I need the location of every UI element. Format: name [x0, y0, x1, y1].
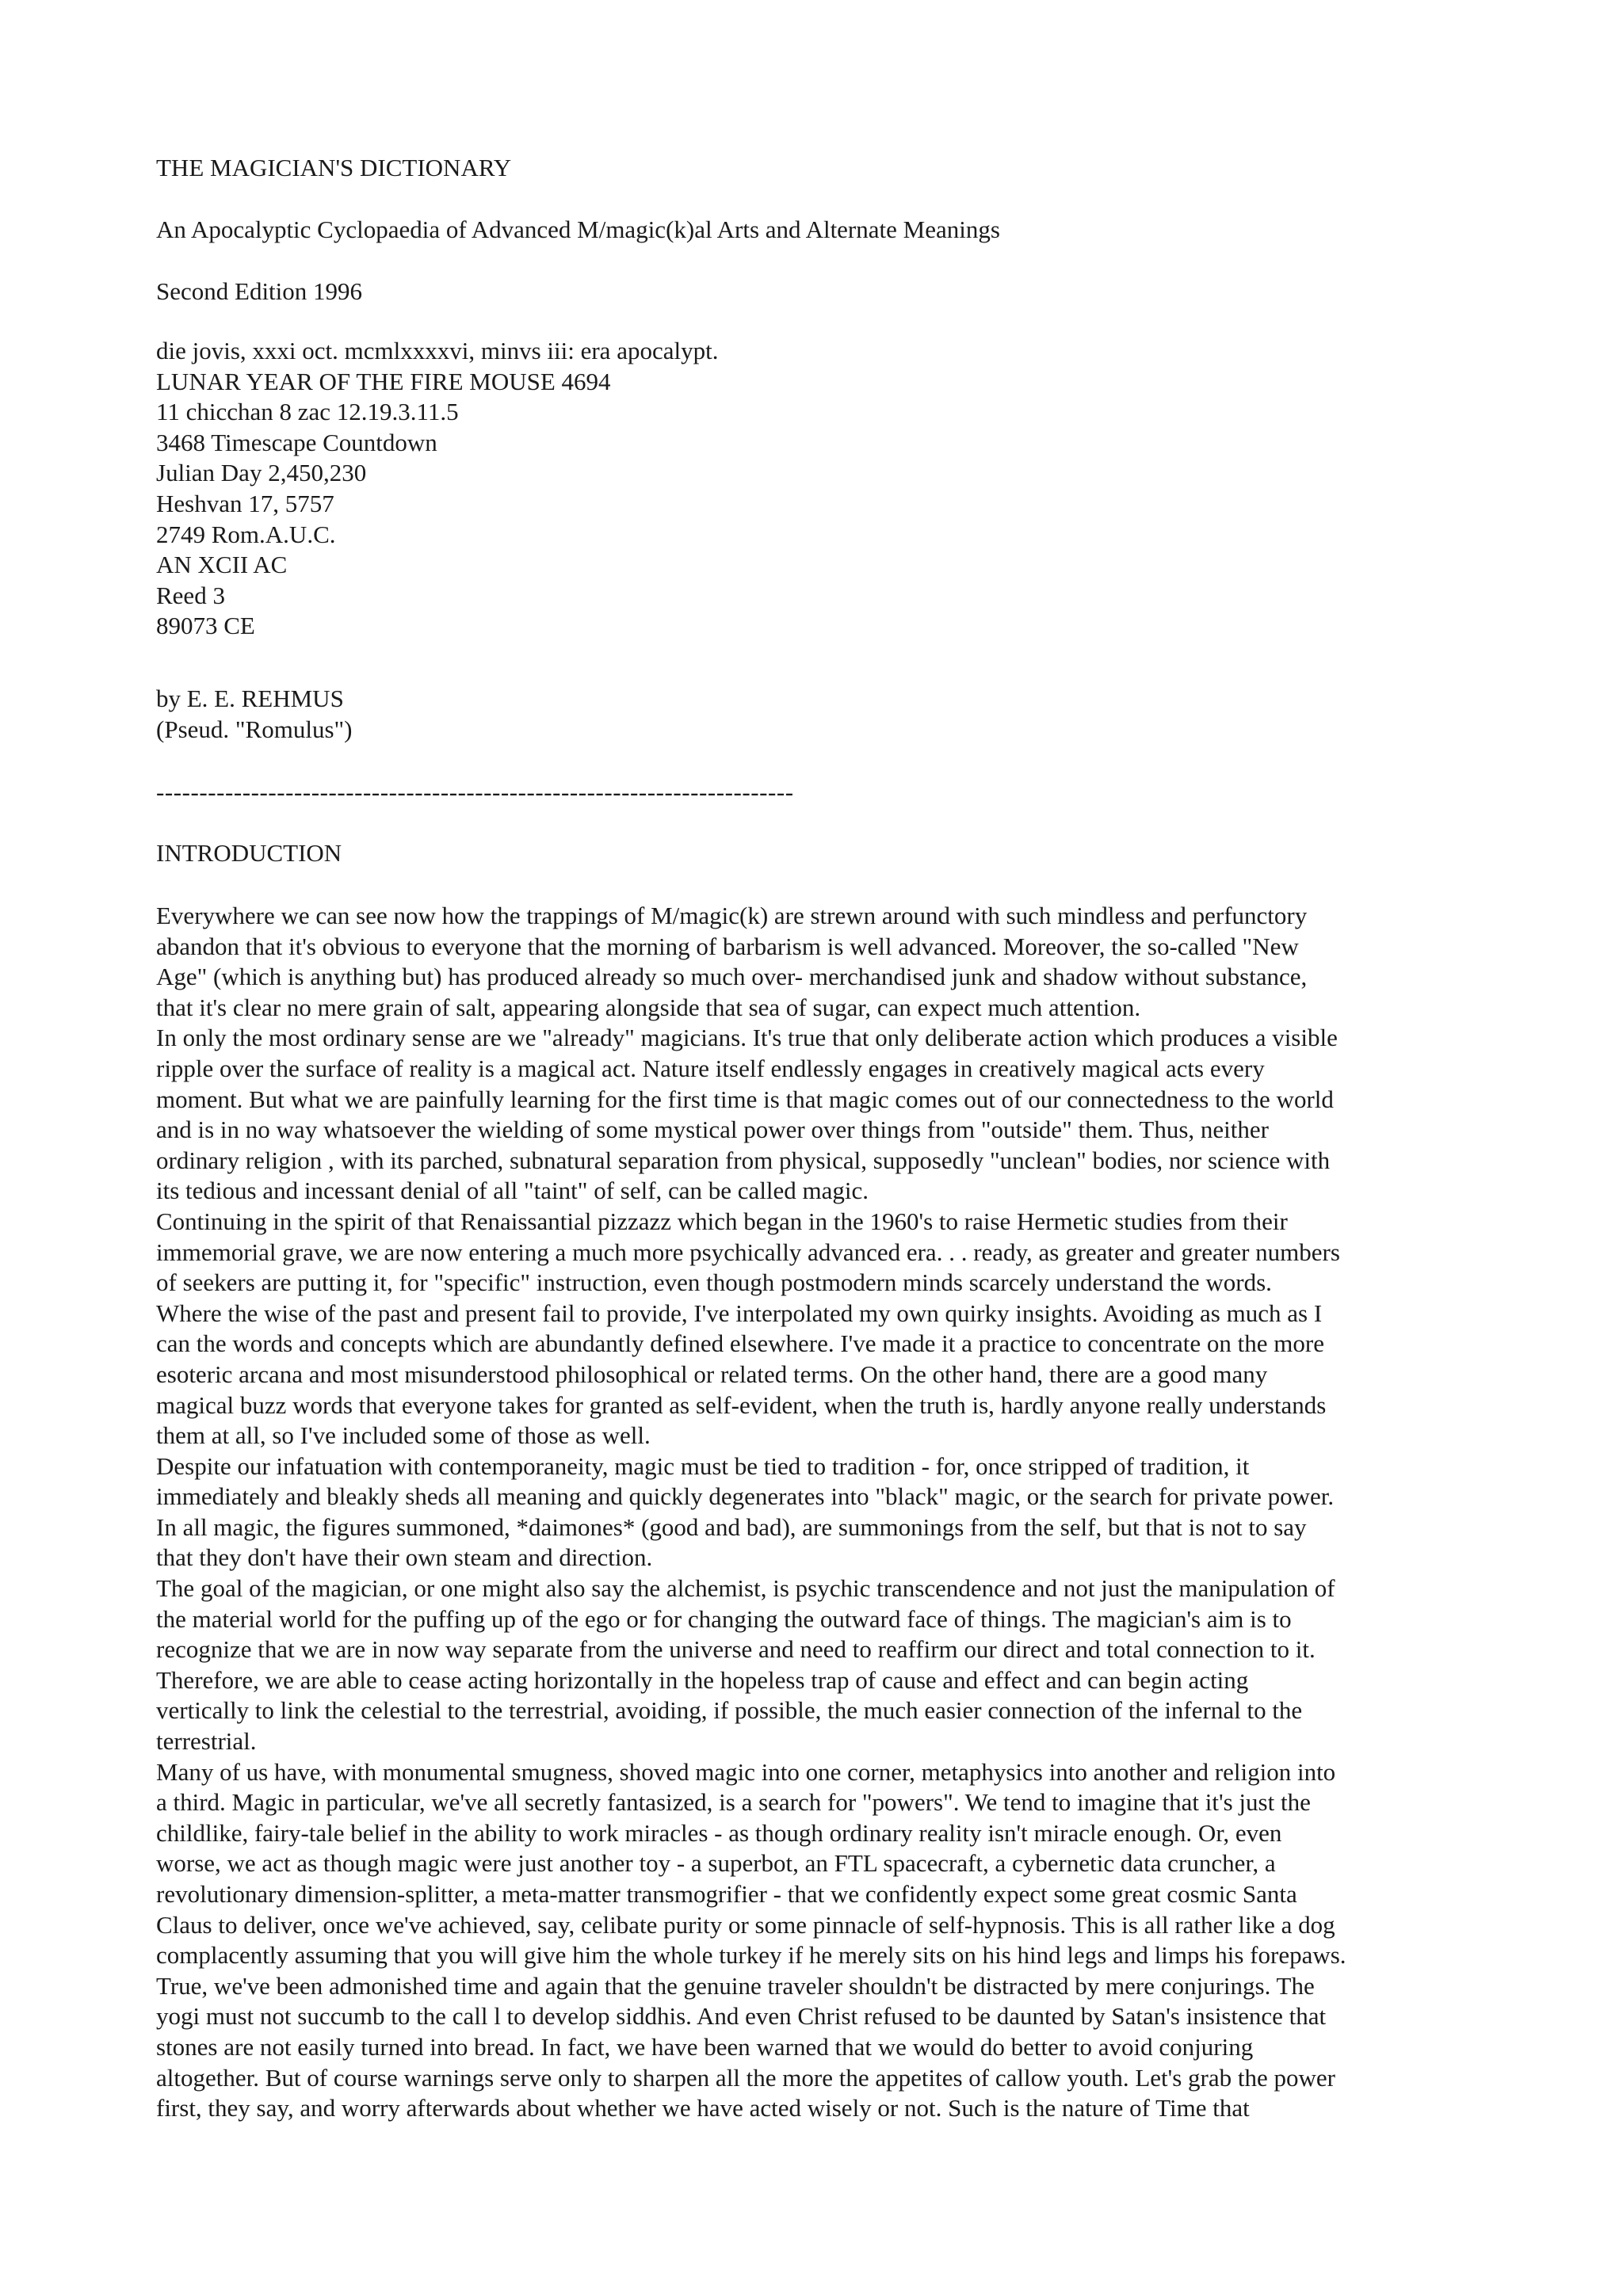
body-line: yogi must not succumb to the call l to develop siddhis. And even Christ refused to be daunted by Satan's insistence that [156, 2002, 1327, 2031]
body-line: Therefore, we are able to cease acting horizontally in the hopeless trap of cause and effect and can begin acting [156, 1665, 1249, 1694]
author-name: by E. E. REHMUS [156, 685, 344, 712]
body-line: In only the most ordinary sense are we "already" magicians. It's true that only deliberate action which produces a visible [156, 1024, 1338, 1052]
date-line: Heshvan 17, 5757 [156, 489, 334, 517]
body-line: first, they say, and worry afterwards about whether we have acted wisely or not. Such is the nature of Time that [156, 2094, 1250, 2122]
dashed-divider: -------------------------------------------------------------------------- [156, 778, 794, 806]
body-line: In all magic, the figures summoned, *daimones* (good and bad), are summonings from the self, but that is not to say [156, 1512, 1307, 1541]
body-line: esoteric arcana and most misunderstood philosophical or related terms. On the other hand, there are a good many [156, 1360, 1268, 1388]
body-line: Claus to deliver, once we've achieved, say, celibate purity or some pinnacle of self-hypnosis. This is all rather like a dog [156, 1910, 1335, 1939]
body-line: worse, we act as though magic were just another toy - a superbot, an FTL spacecraft, a cybernetic data cruncher, a [156, 1849, 1276, 1878]
author-block [156, 684, 353, 745]
body-line: abandon that it's obvious to everyone that the morning of barbarism is well advanced. Moreover, the so-called "New [156, 932, 1299, 960]
edition-line: Second Edition 1996 [156, 277, 363, 305]
body-line: Where the wise of the past and present fail to provide, I've interpolated my own quirky insights. Avoiding as much as I [156, 1299, 1323, 1327]
body-line: childlike, fairy-tale belief in the ability to work miracles - as though ordinary reality isn't miracle enough. Or, even [156, 1818, 1282, 1847]
body-line: magical buzz words that everyone takes for granted as self-evident, when the truth is, hardly anyone really understands [156, 1390, 1327, 1419]
date-line: AN XCII AC [156, 551, 288, 579]
date-block [156, 336, 718, 642]
body-line: can the words and concepts which are abundantly defined elsewhere. I've made it a practice to concentrate on the more [156, 1329, 1324, 1358]
date-line: 11 chicchan 8 zac 12.19.3.11.5 [156, 398, 459, 426]
date-line: 2749 Rom.A.U.C. [156, 520, 336, 548]
date-line: Reed 3 [156, 581, 225, 609]
body-line: stones are not easily turned into bread. In fact, we have been warned that we would do better to avoid conjuring [156, 2032, 1254, 2061]
body-line: Age" (which is anything but) has produced already so much over- merchandised junk and shadow without substance, [156, 963, 1308, 991]
date-line: Julian Day 2,450,230 [156, 459, 367, 487]
body-line: altogether. But of course warnings serve only to sharpen all the more the appetites of callow youth. Let's grab the power [156, 2063, 1335, 2092]
body-line: of seekers are putting it, for "specific" instruction, even though postmodern minds scarcely understand the words. [156, 1268, 1272, 1297]
body-line: the material world for the puffing up of the ego or for changing the outward face of things. The magician's aim is to [156, 1604, 1292, 1633]
body-line: immemorial grave, we are now entering a much more psychically advanced era. . . ready, as greater and greater numbers [156, 1238, 1340, 1266]
introduction-body [156, 901, 1346, 2124]
body-line: and is in no way whatsoever the wielding of some mystical power over things from "outside" them. Thus, neither [156, 1116, 1269, 1144]
section-heading: INTRODUCTION [156, 839, 342, 867]
date-line: die jovis, xxxi oct. mcmlxxxxvi, minvs iii: era apocalypt. [156, 337, 719, 364]
date-line: 89073 CE [156, 612, 255, 640]
body-line: that they don't have their own steam and direction. [156, 1543, 653, 1572]
author-pseudonym: (Pseud. "Romulus") [156, 715, 353, 743]
body-line: moment. But what we are painfully learning for the first time is that magic comes out of our connectedness to the world [156, 1085, 1334, 1113]
body-line: its tedious and incessant denial of all "taint" of self, can be called magic. [156, 1177, 869, 1205]
body-line: Despite our infatuation with contemporaneity, magic must be tied to tradition - for, once stripped of tradition, it [156, 1451, 1250, 1480]
body-line: terrestrial. [156, 1727, 257, 1756]
body-line: recognize that we are in now way separate from the universe and need to reaffirm our direct and total connection to it. [156, 1635, 1316, 1664]
body-line: Everywhere we can see now how the trappings of M/magic(k) are strewn around with such mindless and perfunctory [156, 902, 1308, 929]
body-line: True, we've been admonished time and again that the genuine traveler shouldn't be distracted by mere conjurings. The [156, 1971, 1315, 2000]
document-subtitle: An Apocalyptic Cyclopaedia of Advanced M/magic(k)al Arts and Alternate Meanings [156, 215, 1000, 243]
body-line: a third. Magic in particular, we've all secretly fantasized, is a search for "powers". We tend to imagine that it's just the [156, 1788, 1311, 1817]
body-line: ordinary religion , with its parched, subnatural separation from physical, supposedly "unclean" bodies, nor science with [156, 1146, 1331, 1174]
document-title: THE MAGICIAN'S DICTIONARY [156, 154, 512, 181]
body-line: them at all, so I've included some of those as well. [156, 1421, 651, 1450]
body-line: Continuing in the spirit of that Renaissantial pizzazz which began in the 1960's to raise Hermetic studies from their [156, 1207, 1288, 1235]
date-line: LUNAR YEAR OF THE FIRE MOUSE 4694 [156, 367, 611, 395]
body-line: that it's clear no mere grain of salt, appearing alongside that sea of sugar, can expect much attention. [156, 993, 1141, 1021]
body-line: Many of us have, with monumental smugness, shoved magic into one corner, metaphysics into another and religion into [156, 1757, 1336, 1786]
body-line: ripple over the surface of reality is a magical act. Nature itself endlessly engages in creatively magical acts every [156, 1054, 1265, 1082]
body-line: The goal of the magician, or one might also say the alchemist, is psychic transcendence and not just the manipulation of [156, 1574, 1335, 1603]
body-line: vertically to link the celestial to the terrestrial, avoiding, if possible, the much easier connection of the infernal to the [156, 1696, 1303, 1725]
body-line: complacently assuming that you will give him the whole turkey if he merely sits on his hind legs and limps his forepaws. [156, 1941, 1346, 1970]
body-line: revolutionary dimension-splitter, a meta-matter transmogrifier - that we confidently expect some great cosmic Santa [156, 1880, 1297, 1908]
date-line: 3468 Timescape Countdown [156, 428, 437, 456]
body-line: immediately and bleakly sheds all meaning and quickly degenerates into "black" magic, or the search for private power. [156, 1482, 1335, 1511]
